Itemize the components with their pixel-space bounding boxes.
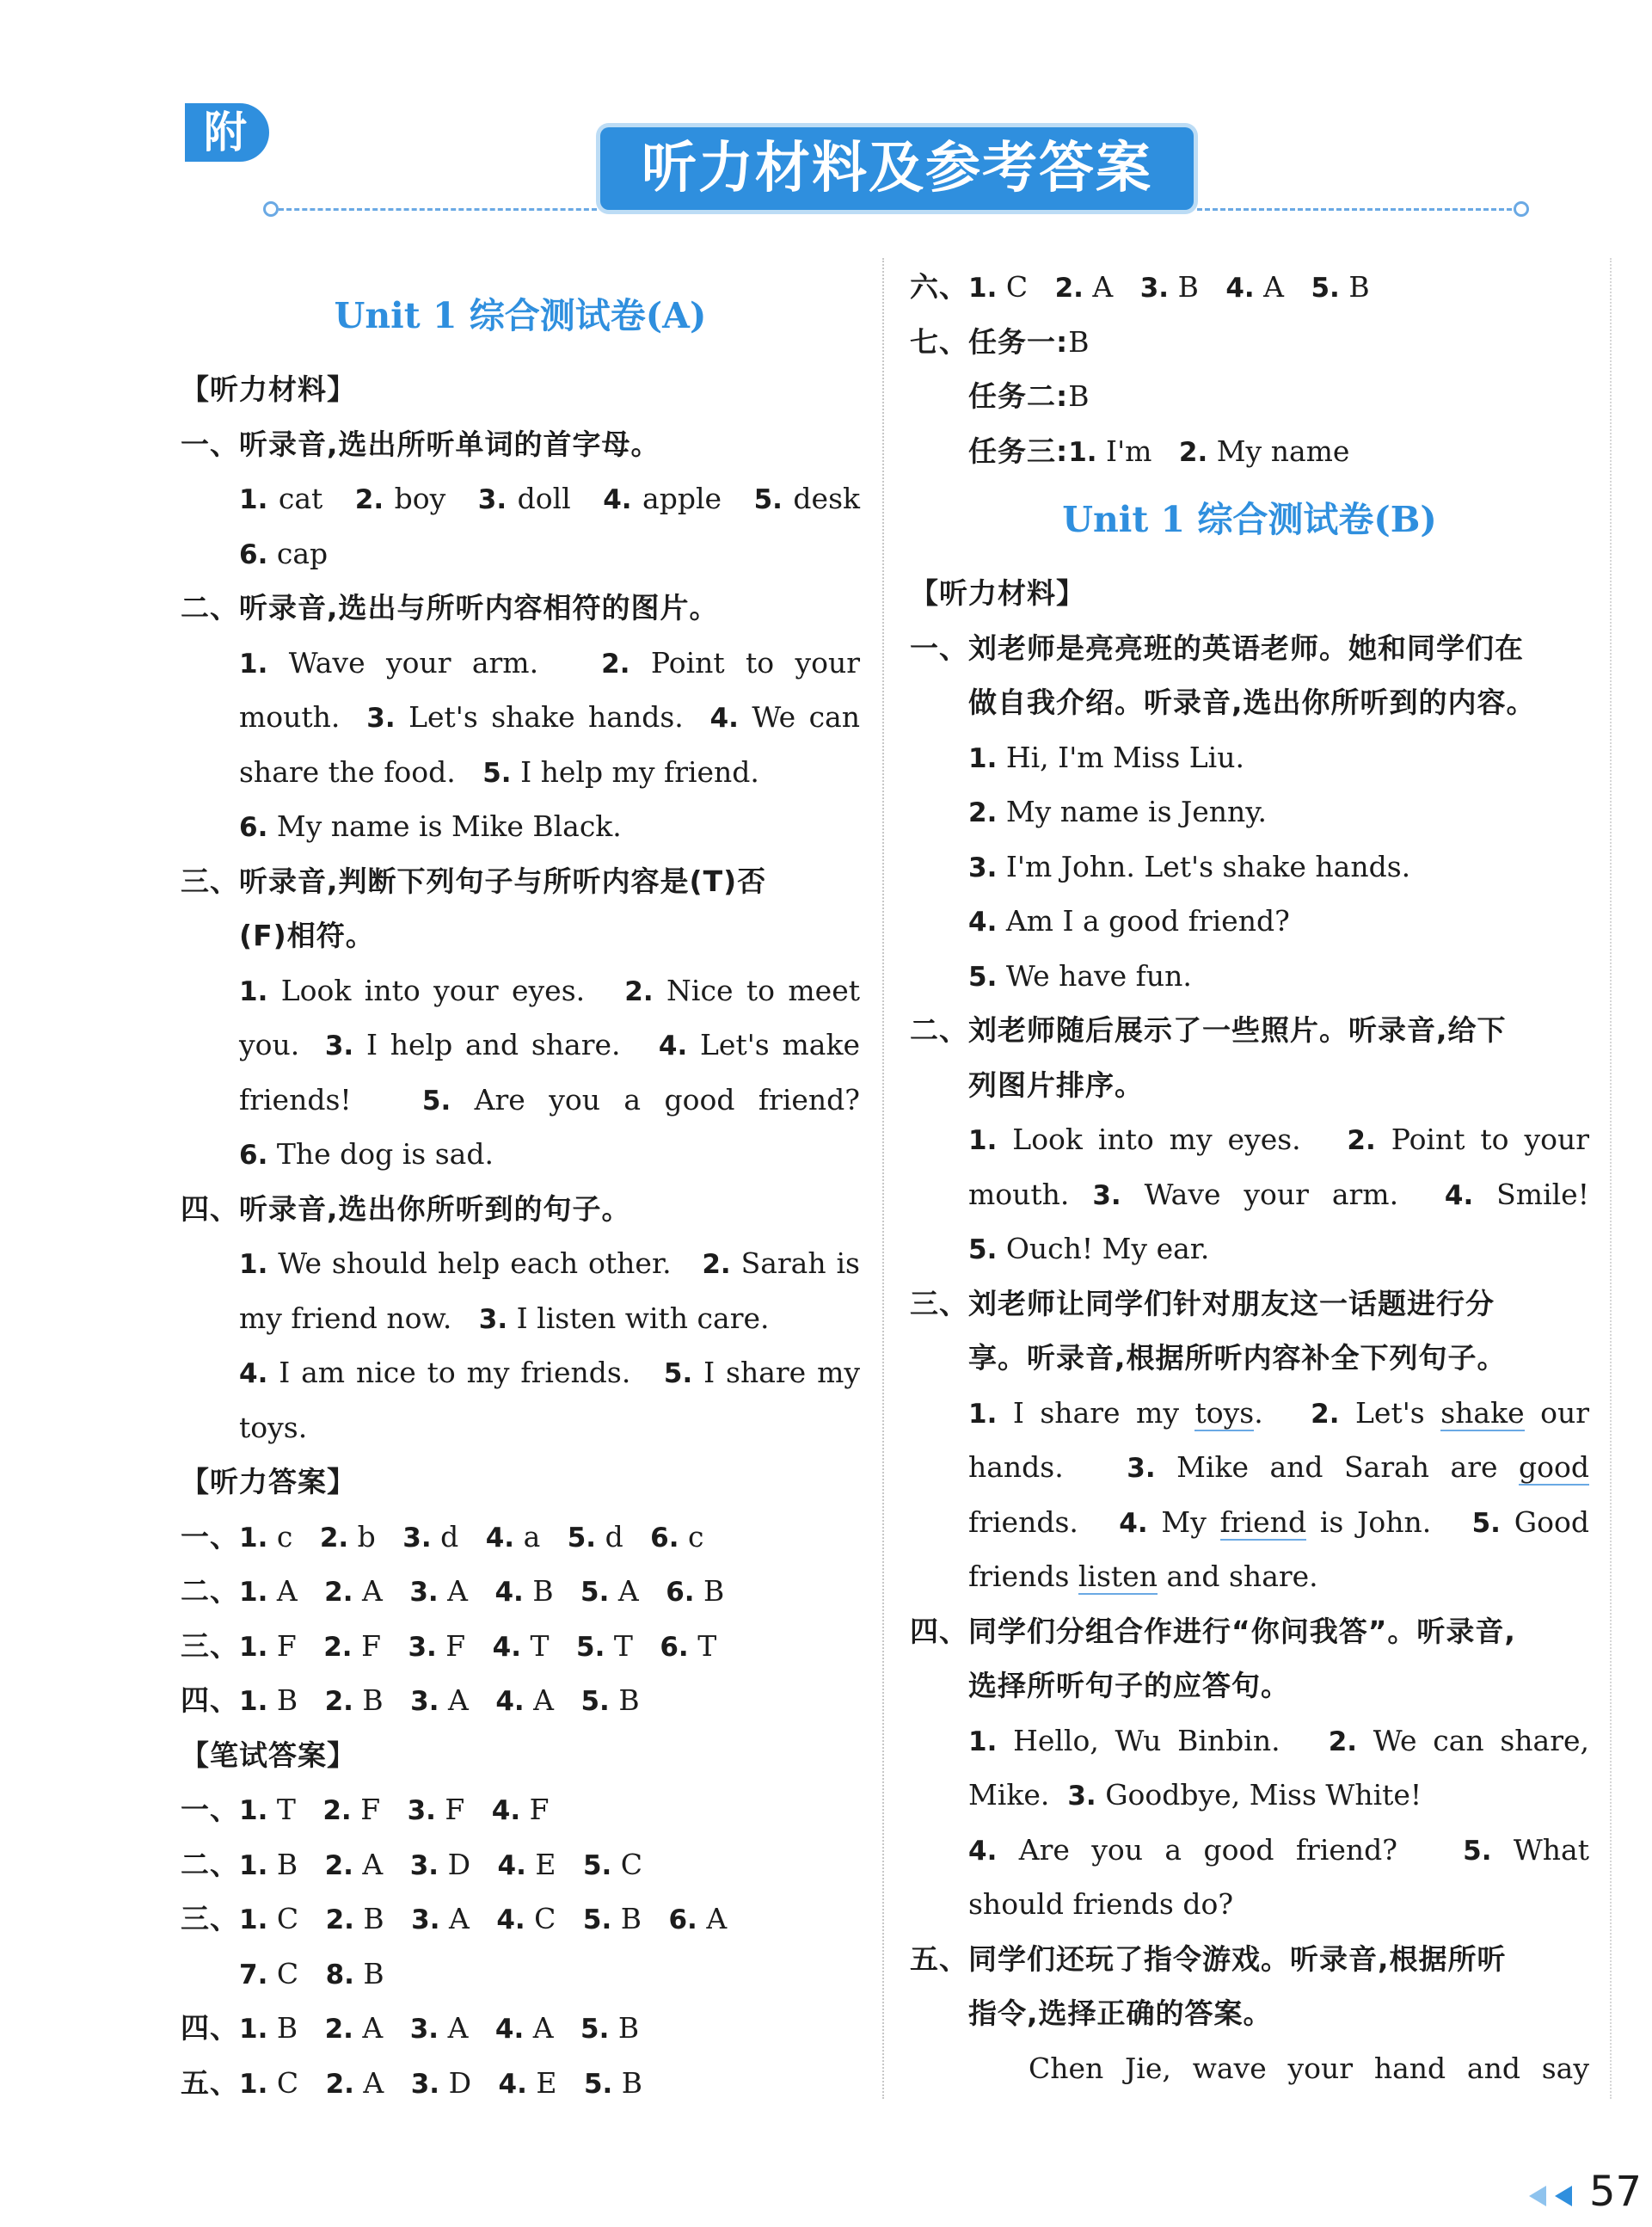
right-edge-rule xyxy=(1610,258,1612,2099)
right-top-line: 任务二:B xyxy=(968,379,1090,413)
left-line: toys. xyxy=(239,1410,308,1444)
right-heading-cont: 做自我介绍。听录音,选出你所听到的内容。 xyxy=(968,686,1536,719)
right-line: hands. 3. Mike and Sarah are good xyxy=(968,1450,1589,1484)
left-line: 4. I am nice to my friends. 5. I share my xyxy=(239,1356,860,1389)
page-number: 57 xyxy=(1589,2168,1643,2216)
left-line: 1. Look into your eyes. 2. Nice to meet xyxy=(239,973,860,1007)
right-line: 2. My name is Jenny. xyxy=(968,795,1268,828)
right-heading: 一、刘老师是亮亮班的英语老师。她和同学们在 xyxy=(910,631,1524,665)
left-answer-row: 二、1. B 2. A 3. D 4. E 5. C xyxy=(181,1847,643,1881)
left-answer-row: 二、1. A 2. A 3. A 4. B 5. A 6. B xyxy=(181,1574,725,1608)
section-title-unit1-a: Unit 1 综合测试卷(A) xyxy=(334,295,707,336)
right-heading-cont: 指令,选择正确的答案。 xyxy=(968,1996,1273,2030)
right-line: 5. Ouch! My ear. xyxy=(968,1232,1210,1265)
left-line: mouth. 3. Let's shake hands. 4. We can xyxy=(239,700,860,734)
right-line: 1. Hi, I'm Miss Liu. xyxy=(968,740,1244,774)
right-heading: 二、刘老师随后展示了一些照片。听录音,给下 xyxy=(910,1013,1507,1047)
left-answer-row: 五、1. C 2. A 3. D 4. E 5. B xyxy=(181,2065,643,2100)
right-line: 1. I share my toys. 2. Let's shake our xyxy=(968,1395,1589,1430)
left-line: share the food. 5. I help my friend. xyxy=(239,754,759,789)
left-heading: 【笔试答案】 xyxy=(181,1738,356,1772)
left-line: 7. C 8. B xyxy=(239,1956,384,1990)
left-line: friends! 5. Are you a good friend? xyxy=(239,1082,860,1117)
right-line: 4. Are you a good friend? 5. What xyxy=(968,1832,1589,1867)
left-line: you. 3. I help and share. 4. Let's make xyxy=(239,1028,861,1061)
left-line: 6. My name is Mike Black. xyxy=(239,809,622,843)
left-heading: 【听力答案】 xyxy=(181,1465,356,1498)
section-title-unit1-b: Unit 1 综合测试卷(B) xyxy=(1062,499,1437,540)
left-answer-row: 三、1. F 2. F 3. F 4. T 5. T 6. T xyxy=(181,1628,717,1663)
left-lines xyxy=(181,362,860,2110)
page-arrows-icon xyxy=(1520,2181,1577,2211)
right-lines xyxy=(910,566,1589,2095)
left-heading: 四、听录音,选出你所听到的句子。 xyxy=(181,1191,631,1226)
right-heading: 三、刘老师让同学们针对朋友这一话题进行分 xyxy=(910,1286,1495,1320)
right-line: 1. Look into my eyes. 2. Point to your xyxy=(968,1123,1589,1156)
left-answer-row: 一、1. c 2. b 3. d 4. a 5. d 6. c xyxy=(181,1519,704,1553)
left-line: 1. cat 2. boy 3. doll 4. apple 5. desk xyxy=(239,482,861,515)
right-heading-cont: 享。听录音,根据所听内容补全下列句子。 xyxy=(968,1341,1507,1375)
right-top-line: 任务三:1. I'm 2. My name xyxy=(968,434,1350,468)
right-heading: 【听力材料】 xyxy=(910,576,1085,610)
left-column xyxy=(181,280,860,2110)
right-line: friends. 4. My friend is John. 5. Good xyxy=(968,1504,1589,1539)
rule-left xyxy=(279,208,597,211)
right-heading: 四、同学们分组合作进行“你问我答”。听录音, xyxy=(910,1614,1516,1648)
left-heading: 一、听录音,选出所听单词的首字母。 xyxy=(181,427,660,461)
left-heading: 二、听录音,选出与所听内容相符的图片。 xyxy=(181,591,719,624)
right-line: should friends do? xyxy=(968,1887,1234,1921)
left-answer-row: 四、1. B 2. B 3. A 4. A 5. B xyxy=(181,1683,640,1717)
left-heading-cont: (F)相符。 xyxy=(239,919,375,952)
right-heading-cont: 列图片排序。 xyxy=(968,1067,1144,1102)
left-answer-row: 一、1. T 2. F 3. F 4. F xyxy=(181,1793,550,1826)
right-top-answer-row: 七、任务一:B xyxy=(910,324,1090,359)
right-line: 1. Hello, Wu Binbin. 2. We can share, xyxy=(968,1723,1590,1757)
left-line: 6. cap xyxy=(239,536,329,570)
right-top-answers xyxy=(910,260,1589,478)
left-answer-row: 四、1. B 2. A 3. A 4. A 5. B xyxy=(181,2011,640,2045)
right-line: 5. We have fun. xyxy=(968,958,1192,993)
right-line: 4. Am I a good friend? xyxy=(968,904,1290,938)
right-heading-cont: 选择所听句子的应答句。 xyxy=(968,1669,1290,1702)
right-line: Chen Jie, wave your hand and say xyxy=(1029,2051,1589,2085)
left-line: 6. The dog is sad. xyxy=(239,1137,494,1171)
right-heading: 五、同学们还玩了指令游戏。听录音,根据所听 xyxy=(910,1941,1507,1976)
rule-right xyxy=(1197,208,1512,211)
left-heading: 【听力材料】 xyxy=(181,372,356,406)
left-answer-row: 三、1. C 2. B 3. A 4. C 5. B 6. A xyxy=(181,1902,728,1935)
right-line: friends listen and share. xyxy=(968,1560,1318,1593)
left-line: 1. We should help each other. 2. Sarah is xyxy=(239,1246,860,1280)
rule-left-dot xyxy=(263,201,279,217)
column-divider xyxy=(882,258,884,2099)
rule-right-dot xyxy=(1514,201,1529,217)
right-column xyxy=(910,260,1589,2095)
appendix-badge: 附 xyxy=(185,103,269,162)
left-line: 1. Wave your arm. 2. Point to your xyxy=(239,645,860,680)
left-line: my friend now. 3. I listen with care. xyxy=(239,1301,770,1335)
right-line: 3. I'm John. Let's shake hands. xyxy=(968,849,1411,883)
right-line: Mike. 3. Goodbye, Miss White! xyxy=(968,1778,1422,1812)
right-top-answer-row: 六、1. C 2. A 3. B 4. A 5. B xyxy=(910,270,1370,304)
right-line: mouth. 3. Wave your arm. 4. Smile! xyxy=(968,1177,1589,1211)
page-title: 听力材料及参考答案 xyxy=(600,127,1194,210)
left-heading: 三、听录音,判断下列句子与所听内容是(T)否 xyxy=(181,864,767,898)
